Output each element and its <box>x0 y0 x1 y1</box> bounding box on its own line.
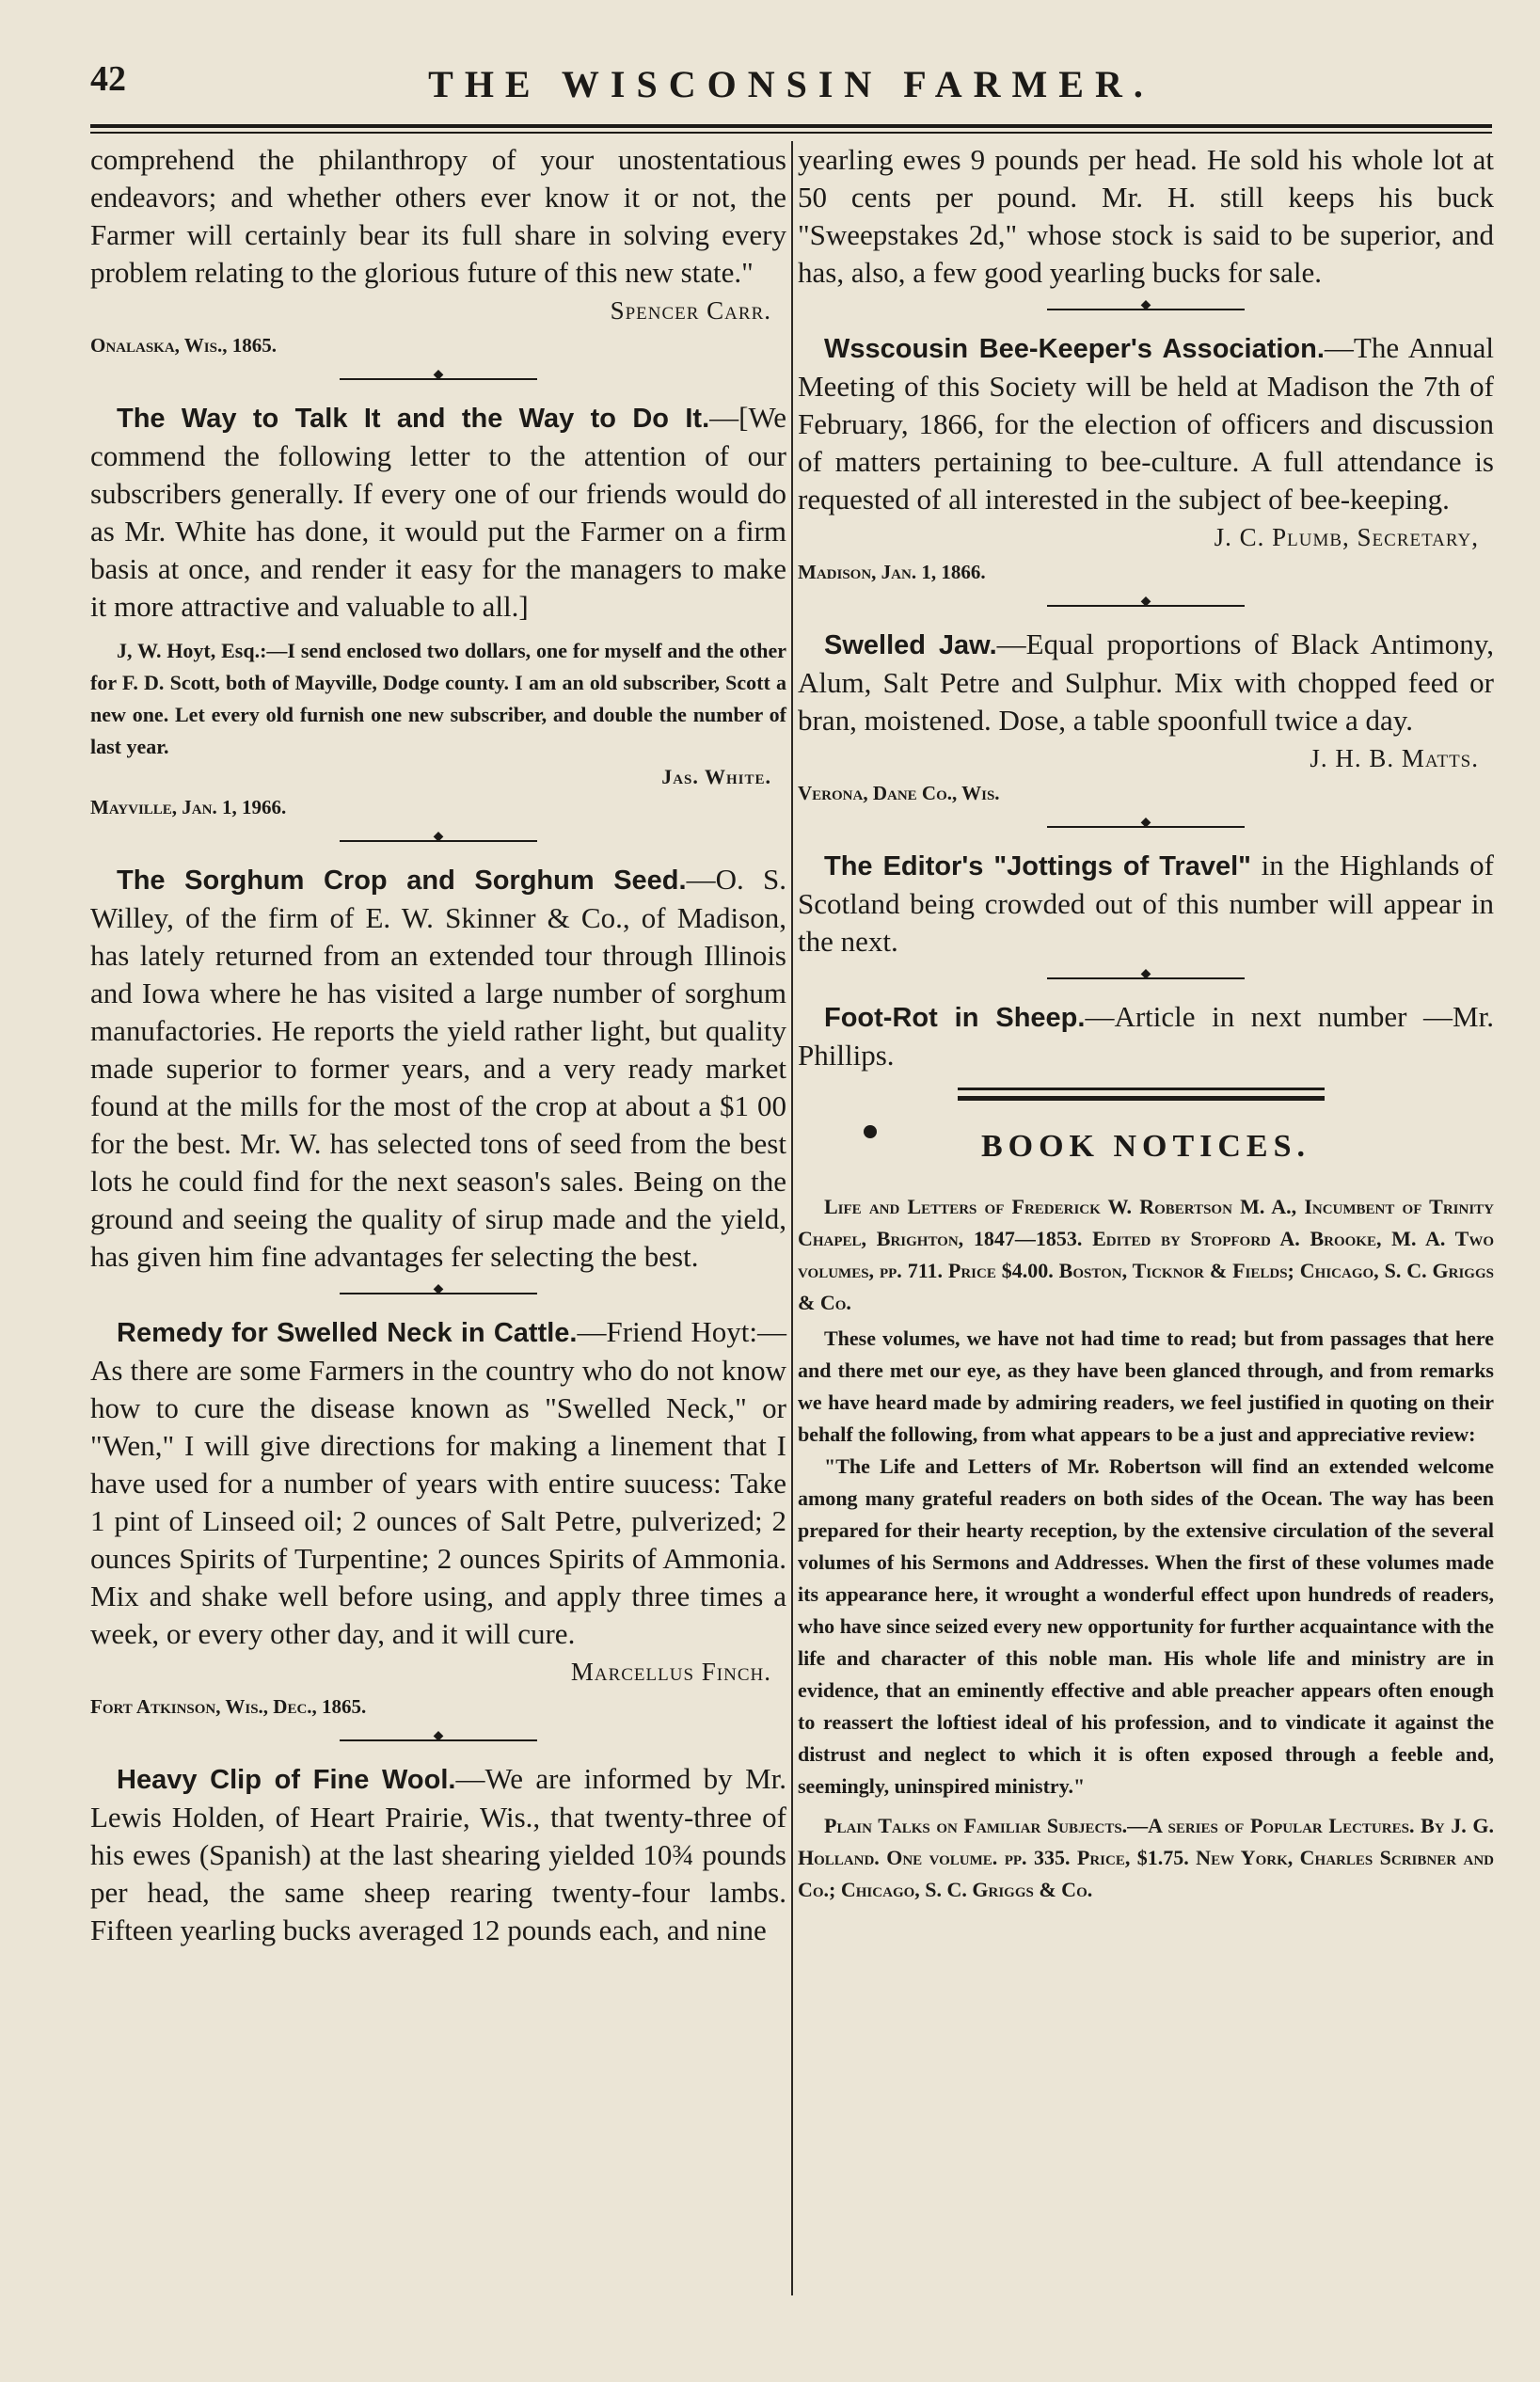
signature: Spencer Carr. <box>610 296 771 325</box>
separator <box>1047 309 1245 310</box>
book-notices-rule-thick <box>958 1096 1325 1101</box>
article-body: —[We commend the following letter to the attention of our subscribers generally. If every one of our friends would do as Mr. White has done, it would put the Farmer on a firm basis at once, and render it easy for the managers to make it more attractive and valuable to all.] <box>90 401 786 623</box>
article-heading: The Editor's "Jottings of Travel" <box>824 851 1251 881</box>
article-heading: Wsscousin Bee-Keeper's Association. <box>824 334 1325 364</box>
header-rule <box>90 124 1492 128</box>
article-heading: Foot-Rot in Sheep. <box>824 1003 1086 1033</box>
newspaper-title: THE WISCONSIN FARMER. <box>428 63 1154 105</box>
article-body: —The Annual Meeting of this Society will be held at Madison the 7th of February, 1866, for the election of officers and discussion of matters pertaining to bee-culture. A full attendance is requested of all interested in the subject of bee-keeping. <box>798 331 1494 516</box>
article-body: —Equal proportions of Black Antimony, Alum, Salt Petre and Sulphur. Mix with chopped feed or bran, moistened. Dose, a table spoonfull twice a day. <box>798 627 1494 737</box>
article-heading: Remedy for Swelled Neck in Cattle. <box>117 1318 578 1348</box>
article-body: in the Highlands of Scotland being crowded out of this number will appear in the next. <box>798 849 1494 958</box>
letter-text: J, W. Hoyt, Esq.:—I send enclosed two dollars, one for myself and the other for F. D. Scott, both of Mayville, Dodge county. I am an old subscriber, Scott a new one. Let every old furnish one new subscriber, and double the number of last year. <box>90 639 786 758</box>
dateline: Onalaska, Wis., 1865. <box>90 334 277 357</box>
separator <box>340 1739 537 1741</box>
article-heading: The Way to Talk It and the Way to Do It. <box>117 404 710 434</box>
signature: J. H. B. Matts. <box>1310 744 1479 772</box>
column-divider <box>791 141 793 2295</box>
article-heading: The Sorghum Crop and Sorghum Seed. <box>117 865 687 896</box>
dateline: Verona, Dane Co., Wis. <box>798 782 1000 804</box>
separator <box>340 840 537 842</box>
article-continuation: comprehend the philanthropy of your unostentatious endeavors; and whether others ever know it or not, the Farmer will certainly bear its full share in solving every problem relating to the glorious future of this new state." <box>90 143 786 289</box>
article-body: —Friend Hoyt:—As there are some Farmers in the country who do not know how to cure the disease known as "Swelled Neck," or "Wen," I will give directions for making a linement that I have used for a number of years with entire suucess: Take 1 pint of Linseed oil; 2 ounces of Salt Petre, pulverized; 2 ounces Spirits of Turpentine; 2 ounces Spirits of Ammonia. Mix and shake well before using, and apply three times a week, or every other day, and it will cure. <box>90 1315 786 1650</box>
article-continuation: yearling ewes 9 pounds per head. He sold his whole lot at 50 cents per pound. Mr. H. still keeps his buck "Sweepstakes 2d," whose stock is said to be superior, and has, also, a few good yearling bucks for sale. <box>798 143 1494 289</box>
separator <box>1047 977 1245 979</box>
article-body: —Article in next number —Mr. Phillips. <box>798 1000 1494 1072</box>
right-column <box>798 141 1494 1906</box>
book-notices-rule <box>958 1088 1325 1090</box>
book-review: These volumes, we have not had time to read; but from passages that here and there met our eye, as they have been glanced through, and from remarks we have heard made by admiring readers, we feel justified in quoting on their behalf the following, from what appears to be a just and appreciative review: <box>798 1326 1494 1446</box>
signature: Marcellus Finch. <box>570 1658 771 1686</box>
separator <box>340 1293 537 1294</box>
separator <box>1047 826 1245 828</box>
header-rule-thin <box>90 132 1492 134</box>
book-listing: Life and Letters of Frederick W. Robertson M. A., Incumbent of Trinity Chapel, Brighton, 1847—1853. Edited by Stopford A. Brooke, M. A. Two volumes, pp. 711. Price $4.00. Boston, Ticknor & Fields; Chicago, S. C. Griggs & Co. <box>798 1195 1494 1314</box>
book-listing: Plain Talks on Familiar Subjects.—A series of Popular Lectures. By J. G. Holland. One volume. pp. 335. Price, $1.75. New York, Charles Scribner and Co.; Chicago, S. C. Griggs & Co. <box>798 1814 1494 1901</box>
dateline: Madison, Jan. 1, 1866. <box>798 561 986 583</box>
signature: J. C. Plumb, Secretary, <box>1214 523 1479 551</box>
dateline: Mayville, Jan. 1, 1966. <box>90 796 287 818</box>
page-header <box>90 58 1492 115</box>
book-review-quote: "The Life and Letters of Mr. Robertson will find an extended welcome among many grateful readers on both sides of the Ocean. The way has been prepared for their hearty reception, by the extensive circulation of the several volumes of his Sermons and Addresses. When the first of these volumes made its appearance here, it wrought a wonderful effect upon hundreds of readers, who have since seized every new opportunity for further acquaintance with the life and character of this noble man. His whole life and ministry are in evidence, that an eminently effective and able preacher appears often enough to reassert the loftiest ideal of his profession, and to vindicate it against the distrust and neglect to which it is often exposed through a feeble and, seemingly, uninspired ministry." <box>798 1454 1494 1798</box>
bullet-icon <box>864 1125 877 1138</box>
separator <box>1047 605 1245 607</box>
article-heading: Heavy Clip of Fine Wool. <box>117 1765 456 1795</box>
article-heading: Swelled Jaw. <box>824 630 997 660</box>
book-notices-title: BOOK NOTICES. <box>980 1129 1311 1164</box>
article-body: —We are informed by Mr. Lewis Holden, of Heart Prairie, Wis., that twenty-three of his ewes (Spanish) at the last shearing yielded 10¾ pounds per head, the same sheep rearing twenty-four lambs. Fifteen yearling bucks averaged 12 pounds each, and nine <box>90 1762 786 1946</box>
separator <box>340 378 537 380</box>
left-column <box>90 141 786 1949</box>
article-body: —O. S. Willey, of the firm of E. W. Skinner & Co., of Madison, has lately returned from an extended tour through Illinois and Iowa where he has visited a large number of sorghum manufactories. He reports the yield rather light, but quality made superior to former years, and a very ready market found at the mills for the most of the crop at about a $1 00 for the best. Mr. W. has selected tons of seed from the best lots he could find for the next season's sales. Being on the ground and seeing the quality of sirup made and the yield, has given him fine advantages fer selecting the best. <box>90 863 786 1273</box>
dateline: Fort Atkinson, Wis., Dec., 1865. <box>90 1695 367 1718</box>
book-notices-heading <box>798 1129 1494 1165</box>
signature: Jas. White. <box>661 765 771 788</box>
page-number: 42 <box>90 59 126 99</box>
